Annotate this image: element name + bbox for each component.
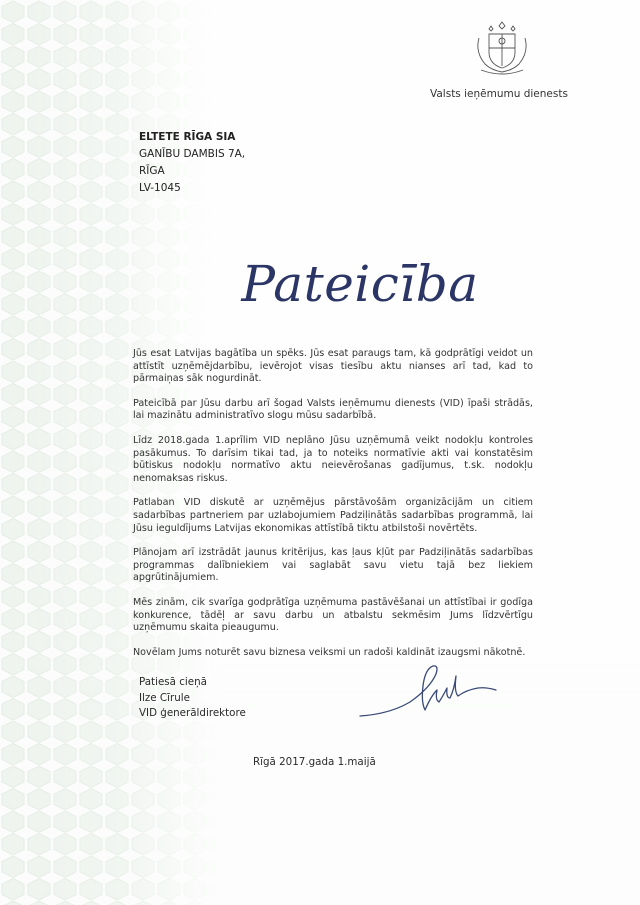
paragraph: Novēlam Jums noturēt savu biznesa veiksmi un radoši kaldināt izaugsmi nākotnē. <box>133 646 526 658</box>
recipient-city: RĪGA <box>139 165 165 177</box>
paragraph: Jūs esat Latvijas bagātība un spēks. Jūs esat paraugs tam, kā godprātīgi veidot un attīstīt uzņēmējdarbību, ievērojot visas tiesību aktu nianses arī tad, kad to pārmaiņas sāk nogurdināt. <box>133 348 533 385</box>
recipient-address <box>139 129 245 197</box>
paragraph: Mēs zinām, cik svarīga godprātīga uzņēmuma pastāvēšanai un attīstībai ir godīga konkurence, tādēļ ar savu darbu un atbalstu sekmēsim Jums līdzvērtīgu uzņēmumu skaita pieaugumu. <box>133 596 533 634</box>
date-and-place: Rīgā 2017.gada 1.maijā <box>253 756 376 768</box>
letter-title: Pateicība <box>241 255 479 313</box>
letter-closing <box>139 675 246 722</box>
recipient-company: ELTETE RĪGA SIA <box>139 131 236 143</box>
signatory-position: VID ģenerāldirektore <box>139 707 246 719</box>
signatory-name: Ilze Cīrule <box>139 691 190 704</box>
latvian-coat-of-arms-icon <box>471 18 533 80</box>
paragraph: Līdz 2018.gada 1.aprīlim VID neplāno Jūsu uzņēmumā veikt nodokļu kontroles pasākumus. To darīsim tikai tad, ja to noteiks normatīvie akti vai konstatēsim būtiskus nodokļu normatīvo aktu neievērošanas gadījumus, t.sk. nodokļu nenomaksas riskus. <box>133 434 533 484</box>
paragraph: Pateicībā par Jūsu darbu arī šogad Valsts ieņēmumu dienests (VID) īpaši strādās, lai mazinātu administratīvo slogu mūsu sadarbībā. <box>133 397 533 422</box>
paragraph: Plānojam arī izstrādāt jaunus kritērijus, kas ļaus kļūt par Padziļinātās sadarbības programmas dalībniekiem vai saglabāt savu vietu tajā bez liekiem apgrūtinājumiem. <box>133 547 533 584</box>
paragraph: Patlaban VID diskutē ar uzņēmējus pārstāvošām organizācijām un citiem sadarbības partneriem par uzlabojumiem Padziļinātās sadarbības programmā, lai Jūsu ieguldījums Latvijas ekonomikas attīstībā tiktu atbilstoši novērtēts. <box>133 497 533 534</box>
letter-body <box>133 348 533 671</box>
recipient-postal-code: LV-1045 <box>139 182 181 194</box>
recipient-street: GANĪBU DAMBIS 7A, <box>139 148 246 160</box>
closing-regards: Patiesā cieņā <box>139 676 207 688</box>
handwritten-signature <box>355 658 505 728</box>
organization-name: Valsts ieņēmumu dienests <box>430 88 568 100</box>
